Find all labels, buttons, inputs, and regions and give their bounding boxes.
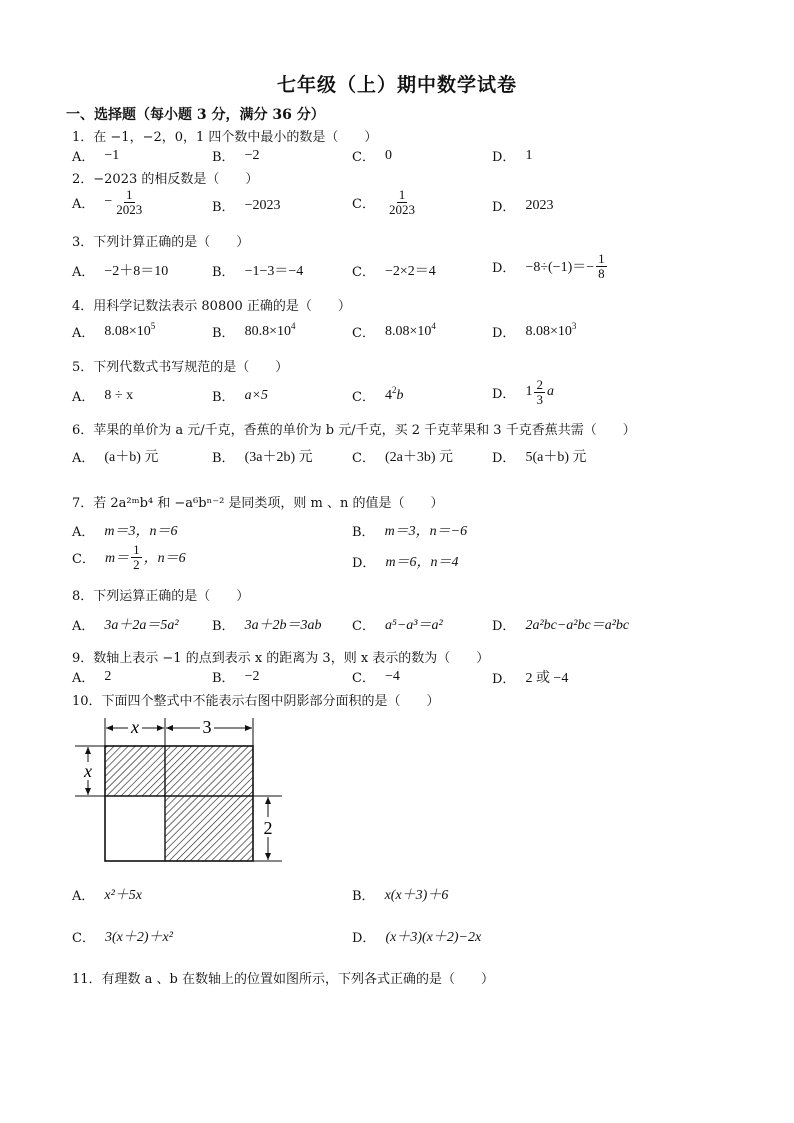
q8-option-c[interactable]: C． a⁵−a³＝a² [352, 618, 443, 634]
q2-option-d[interactable]: D． 2023 [492, 197, 554, 215]
q10-options-row2 [72, 926, 732, 948]
q7-option-c[interactable]: C． m＝ $\frac{1}{2}$ ，n＝6 [72, 542, 186, 572]
q1-option-b[interactable]: B． −2 [212, 147, 260, 165]
question-4: 4．用科学记数法表示 80800 正确的是（ ） [72, 299, 351, 314]
question-11: 11．有理数 a 、b 在数轴上的位置如图所示，下列各式正确的是（ ） [72, 972, 495, 987]
q10-option-a[interactable]: A． x²＋5x [72, 888, 143, 904]
q2-option-a[interactable]: A． − $\frac{1}{2023}$ [72, 187, 143, 217]
q7-option-a[interactable]: A． m＝3，n＝6 [72, 524, 178, 540]
fraction: $\frac{1}{2023}$ [388, 187, 415, 217]
q4-option-a[interactable]: A． $8.08\times 10^5$ [72, 320, 156, 341]
q1-option-a[interactable]: A． −1 [72, 147, 120, 165]
q3-option-c[interactable]: C． −2×2＝4 [352, 264, 436, 280]
q1-option-d[interactable]: D． 1 [492, 147, 533, 165]
q10-option-c[interactable]: C． 3(x＋2)＋x² [72, 930, 173, 946]
q3-option-b[interactable]: B． −1−3＝−4 [212, 264, 304, 280]
shaded-bottom-right [165, 796, 253, 861]
q9-option-d[interactable]: D． 2 或 −4 [492, 671, 569, 687]
q6-option-a[interactable]: A． (a＋b) 元 [72, 450, 159, 466]
q2-option-c[interactable]: C． $\frac{1}{2023}$ [352, 187, 415, 217]
exam-title: 七年级（上）期中数学试卷 [276, 74, 517, 96]
q3-options [72, 252, 732, 288]
section-heading: 一、选择题（每小题 3 分，满分 36 分） [66, 107, 325, 123]
q5-options [72, 378, 732, 414]
q1-option-c[interactable]: C． 0 [352, 147, 392, 165]
q2-option-b[interactable]: B． −2023 [212, 197, 281, 215]
label-top-x: x [131, 717, 139, 737]
question-10: 10．下面四个整式中不能表示右图中阴影部分面积的是（ ） [72, 694, 440, 709]
fraction: $\frac{1}{8}$ [598, 251, 605, 281]
q9-option-a[interactable]: A． 2 [72, 668, 112, 686]
question-6: 6．苹果的单价为 a 元/千克，香蕉的单价为 b 元/千克，买 2 千克苹果和 3 千克香蕉共需（ ） [72, 423, 636, 438]
question-2: 2．−2023 的相反数是（ ） [72, 172, 259, 187]
q5-option-c[interactable]: C． $4^2b$ [352, 384, 404, 405]
q6-option-d[interactable]: D． 5(a＋b) 元 [492, 450, 587, 466]
q6-options [72, 446, 732, 468]
q9-option-b[interactable]: B． −2 [212, 668, 260, 686]
question-8: 8．下列运算正确的是（ ） [72, 589, 250, 604]
q10-options-row1 [72, 884, 732, 906]
q8-options [72, 614, 732, 636]
q6-option-c[interactable]: C． (2a＋3b) 元 [352, 450, 453, 466]
q8-option-a[interactable]: A． 3a＋2a＝5a² [72, 618, 179, 634]
q4-option-b[interactable]: B． $80.8\times 10^4$ [212, 320, 296, 341]
q3-option-d[interactable]: D． −8÷(−1)＝− $\frac{1}{8}$ [492, 251, 605, 281]
area-diagram [70, 712, 300, 867]
q4-option-d[interactable]: D． $8.08\times 10^3$ [492, 320, 577, 341]
q3-option-a[interactable]: A． −2＋8＝10 [72, 264, 169, 280]
q8-option-b[interactable]: B． 3a＋2b＝3ab [212, 618, 322, 634]
q9-options [72, 667, 732, 689]
fraction: $\frac{1}{2}$ [133, 542, 140, 572]
question-3: 3．下列计算正确的是（ ） [72, 235, 250, 250]
q5-option-b[interactable]: B． a×5 [212, 387, 269, 405]
shaded-top-right [165, 746, 253, 796]
q4-option-c[interactable]: C． $8.08\times 10^4$ [352, 320, 436, 341]
q7-options-row1 [72, 520, 732, 542]
q6-option-b[interactable]: B． (3a＋2b) 元 [212, 450, 313, 466]
question-9: 9．数轴上表示 −1 的点到表示 x 的距离为 3，则 x 表示的数为（ ） [72, 651, 490, 666]
q7-option-d[interactable]: D． m＝6，n＝4 [352, 555, 459, 571]
shaded-top-left [105, 746, 165, 796]
q7-options-row2 [72, 543, 732, 579]
q2-options [72, 188, 732, 224]
question-7: 7．若 2a²ᵐb⁴ 和 −a⁶bⁿ⁻² 是同类项，则 m 、n 的值是（ ） [72, 496, 444, 511]
label-right-2: 2 [263, 818, 273, 838]
q5-option-d[interactable]: D． 1 $\frac{2}{3}$ a [492, 377, 554, 407]
q10-option-d[interactable]: D． (x＋3)(x＋2)−2x [352, 930, 482, 946]
q10-option-b[interactable]: B． x(x＋3)＋6 [352, 888, 449, 904]
fraction: $\frac{2}{3}$ [536, 377, 543, 407]
q8-option-d[interactable]: D． 2a²bc−a²bc＝a²bc [492, 618, 630, 634]
question-1: 1．在 −1，−2，0，1 四个数中最小的数是（ ） [72, 130, 378, 145]
q4-options [72, 322, 732, 344]
fraction: $\frac{1}{2023}$ [116, 187, 143, 217]
q9-option-c[interactable]: C． −4 [352, 668, 400, 686]
label-top-3: 3 [202, 717, 212, 737]
q5-option-a[interactable]: A． 8 ÷ x [72, 387, 134, 405]
label-left-x: x [84, 761, 92, 781]
question-5: 5．下列代数式书写规范的是（ ） [72, 360, 289, 375]
q1-options [72, 146, 732, 168]
q7-option-b[interactable]: B． m＝3，n＝−6 [352, 524, 468, 540]
